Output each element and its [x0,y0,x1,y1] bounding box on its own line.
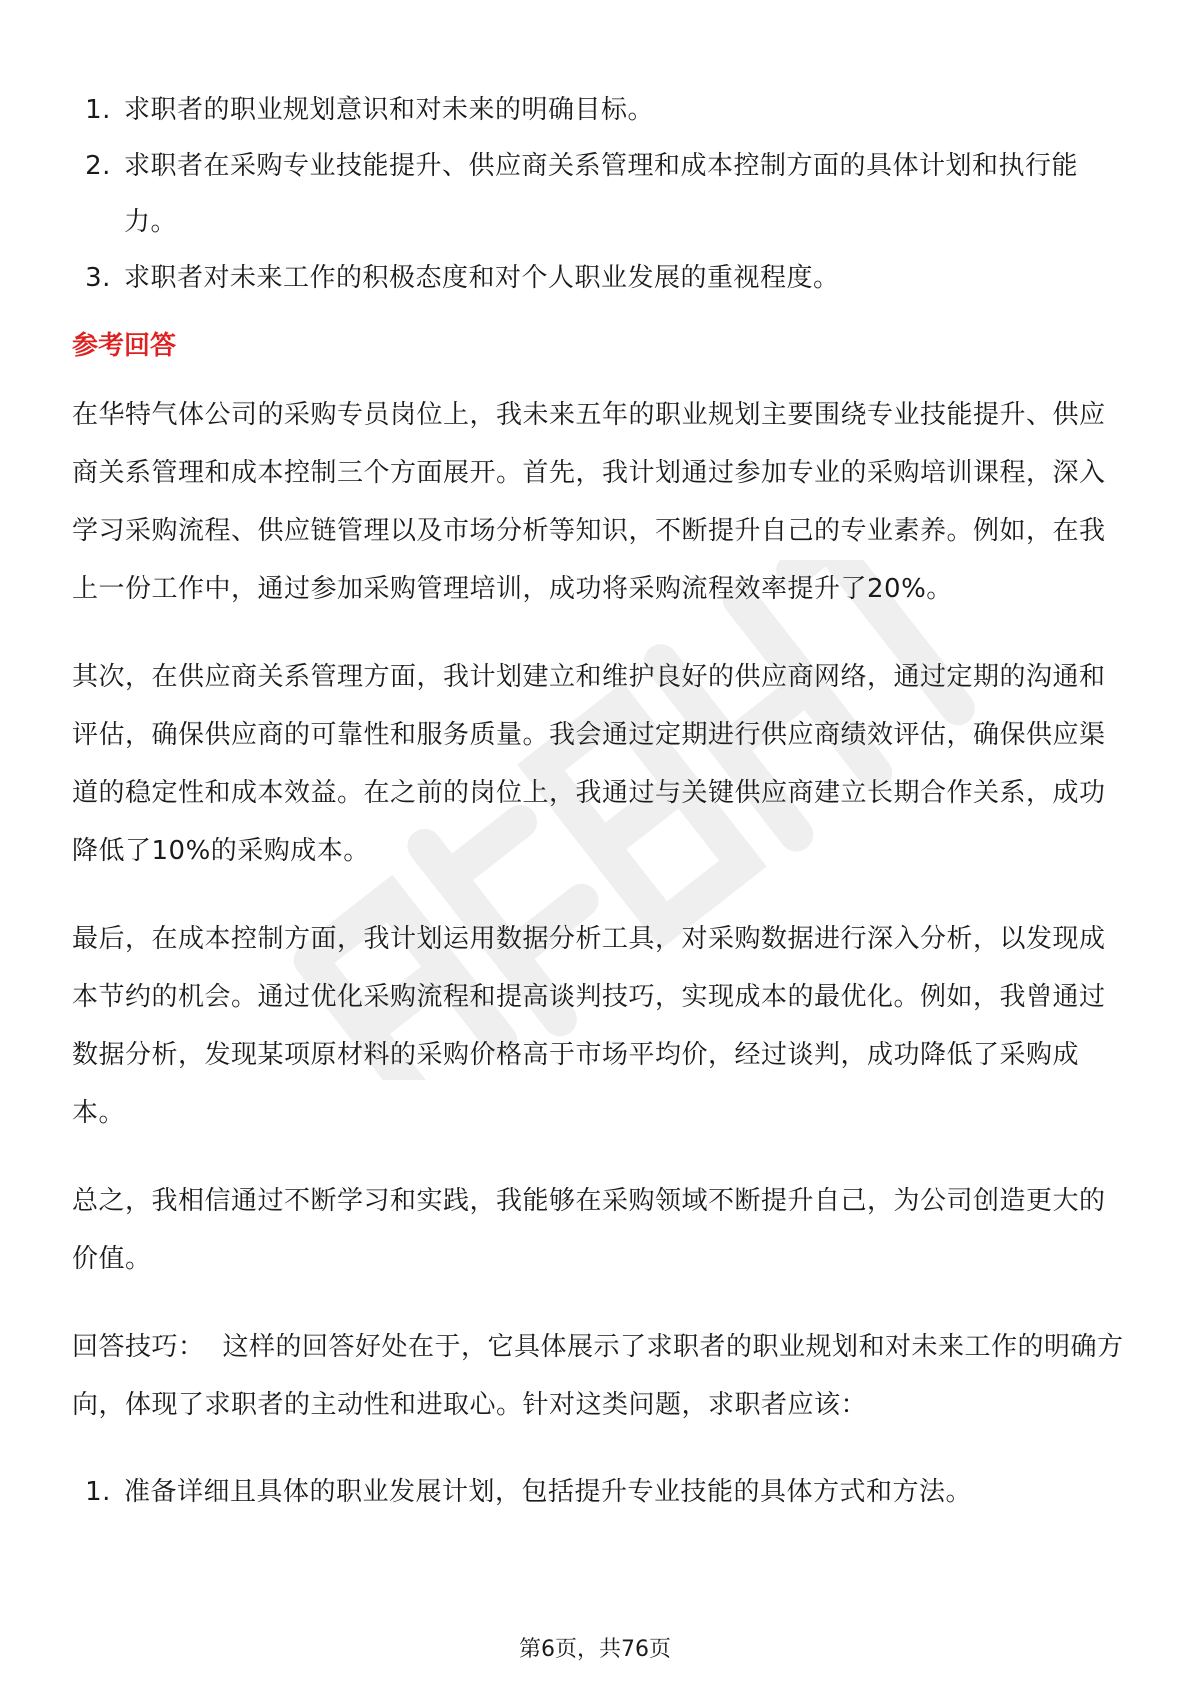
answer-paragraph: 其次，在供应商关系管理方面，我计划建立和维护良好的供应商网络，通过定期的沟通和评估，确保供应商的可靠性和服务质量。我会通过定期进行供应商绩效评估，确保供应渠道的稳定性和成本效益。在之前的岗位上，我通过与关键供应商建立长期合作关系，成功降低了10%的采购成本。 [72,662,1106,866]
page-footer: 第6页，共76页 [519,1637,671,1662]
list-item-number: 1. [85,95,111,125]
list-item-text: 求职者对未来工作的积极态度和对个人职业发展的重视程度。 [124,263,840,293]
answer-paragraph: 在华特气体公司的采购专员岗位上，我未来五年的职业规划主要围绕专业技能提升、供应商关系管理和成本控制三个方面展开。首先，我计划通过参加专业的采购培训课程，深入学习采购流程、供应链管理以及市场分析等知识，不断提升自己的专业素养。例如，在我上一份工作中，通过参加采购管理培训，成功将采购流程效率提升了20%。 [72,400,1106,604]
list-item-number: 1. [85,1477,111,1507]
list-item [72,1464,1127,1520]
answer-paragraph: 最后，在成本控制方面，我计划运用数据分析工具，对采购数据进行深入分析，以发现成本节约的机会。通过优化采购流程和提高谈判技巧，实现成本的最优化。例如，我曾通过数据分析，发现某项原材料的采购价格高于市场平均价，经过谈判，成功降低了采购成本。 [72,924,1106,1128]
list-item [72,82,1127,138]
document-body [72,82,1127,1520]
tips-paragraph [72,1318,1127,1434]
list-item [72,250,1127,306]
list-item-text: 求职者在采购专业技能提升、供应商关系管理和成本控制方面的具体计划和执行能力。 [124,151,1079,237]
answer-paragraph: 总之，我相信通过不断学习和实践，我能够在采购领域不断提升自己，为公司创造更大的价值。 [72,1186,1106,1274]
list-item-text: 准备详细且具体的职业发展计划，包括提升专业技能的具体方式和方法。 [124,1477,973,1507]
tips-label: 回答技巧： [72,1332,205,1362]
tips-list [72,1464,1127,1520]
list-item-text: 求职者的职业规划意识和对未来的明确目标。 [124,95,655,125]
criteria-list [72,82,1127,306]
section-title-reference-answer: 参考回答 [72,331,177,361]
list-item-number: 3. [85,263,111,293]
list-item [72,138,1127,250]
tips-text: 这样的回答好处在于，它具体展示了求职者的职业规划和对未来工作的明确方向，体现了求职者的主动性和进取心。针对这类问题，求职者应该： [72,1332,1124,1420]
list-item-number: 2. [85,151,111,181]
